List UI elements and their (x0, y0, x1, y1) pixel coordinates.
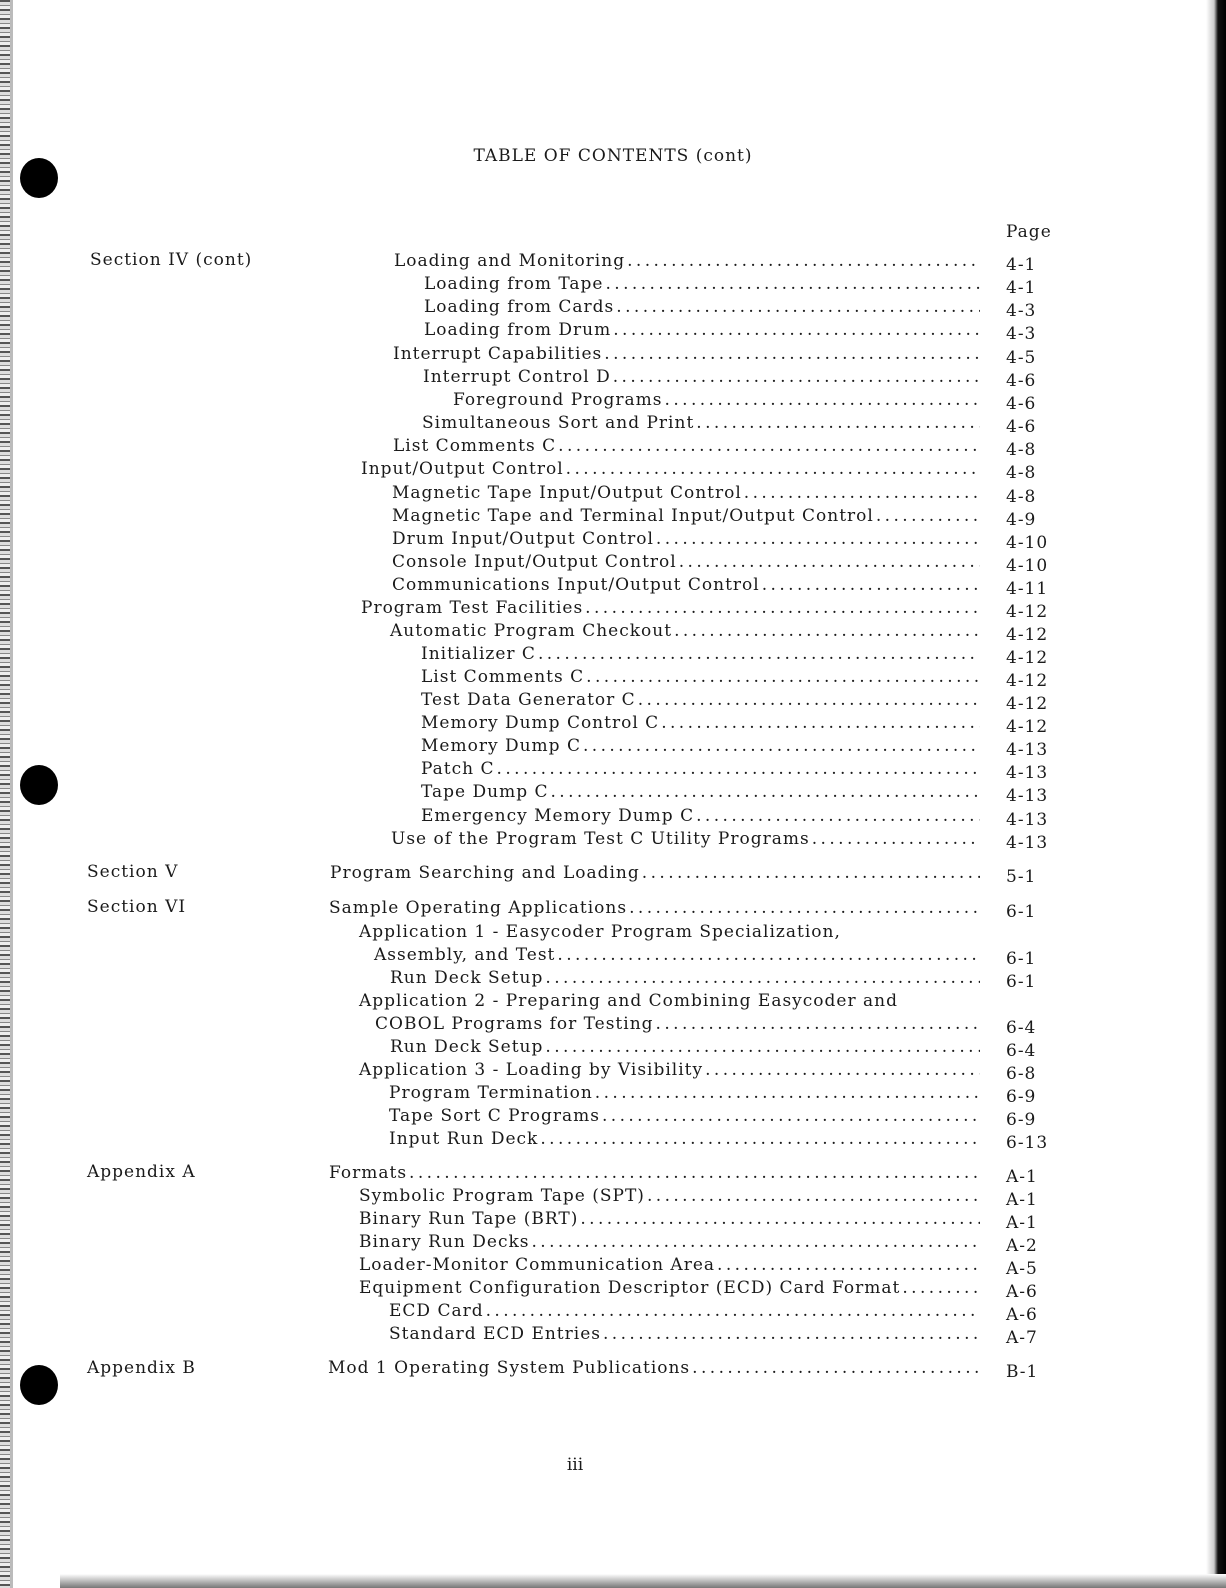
punch-hole-bottom (20, 1365, 58, 1405)
toc-entry: Interrupt Capabilities . . . (393, 344, 980, 367)
toc-page-number: A-1 (1006, 1190, 1038, 1210)
page-folio: iii (566, 1455, 584, 1475)
toc-page-number: 6-1 (1006, 902, 1037, 922)
toc-page-number: A-6 (1006, 1305, 1038, 1325)
toc-entry: Binary Run Tape (BRT) . . . (359, 1209, 980, 1232)
toc-entry: Input/Output Control . . . (361, 459, 980, 482)
toc-page-number: 4-8 (1006, 487, 1037, 507)
toc-entry: Communications Input/Output Control . . . (392, 575, 980, 598)
page-right-edge (1206, 0, 1226, 1588)
toc-entry: Symbolic Program Tape (SPT) . . . (359, 1186, 980, 1209)
section-label: Appendix B (87, 1358, 196, 1378)
toc-entry: Program Test Facilities . . . (361, 598, 980, 621)
toc-page-number: 4-3 (1006, 324, 1037, 344)
toc-page-number: 6-9 (1006, 1110, 1037, 1130)
toc-page-number: 4-12 (1006, 717, 1049, 737)
toc-page-number: 4-12 (1006, 625, 1049, 645)
toc-page-number: 4-8 (1006, 463, 1037, 483)
toc-page-number: A-1 (1006, 1167, 1038, 1187)
toc-entry: Tape Dump C . . . (421, 782, 980, 805)
toc-entry: Magnetic Tape and Terminal Input/Output Control . . . (392, 506, 980, 529)
toc-entry: Equipment Configuration Descriptor (ECD) Card Format . . . (359, 1278, 980, 1301)
toc-page-number: 4-12 (1006, 648, 1049, 668)
toc-page-number: 4-12 (1006, 694, 1049, 714)
toc-entry: Standard ECD Entries . . . (389, 1324, 980, 1347)
toc-entry: Run Deck Setup . . . (390, 1037, 980, 1060)
toc-entry: Mod 1 Operating System Publications . . . (328, 1358, 980, 1381)
toc-page-number: 5-1 (1006, 867, 1037, 887)
section-label: Appendix A (87, 1162, 196, 1182)
punch-hole-middle (20, 765, 58, 805)
toc-entry: Program Searching and Loading . . . (330, 863, 980, 886)
toc-page-number: 4-12 (1006, 671, 1049, 691)
toc-page-number: 4-9 (1006, 510, 1037, 530)
toc-entry: Simultaneous Sort and Print . . . (422, 413, 980, 436)
toc-entry: Magnetic Tape Input/Output Control . . . (392, 483, 980, 506)
binding-edge (0, 0, 10, 1588)
toc-page-number: A-2 (1006, 1236, 1038, 1256)
toc-page-number: 6-4 (1006, 1041, 1037, 1061)
toc-entry: Binary Run Decks . . . (359, 1232, 980, 1255)
toc-entry: Loading from Cards . . . (424, 297, 980, 320)
toc-entry: Drum Input/Output Control . . . (392, 529, 980, 552)
toc-entry: Emergency Memory Dump C . . . (421, 806, 980, 829)
toc-entry: Automatic Program Checkout . . . (390, 621, 980, 644)
toc-entry: List Comments C . . . (393, 436, 980, 459)
toc-entry: Foreground Programs . . . (453, 390, 980, 413)
toc-page-number: 4-1 (1006, 255, 1037, 275)
toc-entry: Input Run Deck . . . (389, 1129, 980, 1152)
toc-page-number: A-1 (1006, 1213, 1038, 1233)
toc-page-number: 4-6 (1006, 371, 1037, 391)
toc-entry: Console Input/Output Control . . . (392, 552, 980, 575)
page-title: TABLE OF CONTENTS (cont) (473, 146, 753, 166)
toc-entry: ECD Card . . . (389, 1301, 980, 1324)
toc-page-number: 4-1 (1006, 278, 1037, 298)
toc-page-number: 6-1 (1006, 972, 1037, 992)
toc-entry: Application 1 - Easycoder Program Specialization, (359, 922, 841, 942)
toc-page-number: 4-13 (1006, 740, 1049, 760)
toc-entry: Test Data Generator C . . . (421, 690, 980, 713)
toc-entry: Initializer C . . . (421, 644, 980, 667)
toc-page-number: 4-13 (1006, 833, 1049, 853)
toc-entry: COBOL Programs for Testing . . . (375, 1014, 980, 1037)
toc-page-number: 4-10 (1006, 556, 1049, 576)
toc-entry: Memory Dump C . . . (421, 736, 980, 759)
toc-entry: Loading from Drum . . . (424, 320, 980, 343)
toc-page-number: 4-13 (1006, 810, 1049, 830)
toc-page-number: 4-6 (1006, 417, 1037, 437)
page-bottom-edge (60, 1574, 1226, 1588)
toc-page-number: 6-13 (1006, 1133, 1049, 1153)
toc-page-number: B-1 (1006, 1362, 1039, 1382)
toc-entry: Loader-Monitor Communication Area . . . (359, 1255, 980, 1278)
toc-entry: Memory Dump Control C . . . (421, 713, 980, 736)
toc-entry: Application 3 - Loading by Visibility . . . (359, 1060, 980, 1083)
toc-page-number: 6-8 (1006, 1064, 1037, 1084)
toc-page-number: 4-13 (1006, 763, 1049, 783)
toc-entry: List Comments C . . . (421, 667, 980, 690)
toc-page-number: A-7 (1006, 1328, 1038, 1348)
toc-page-number: 4-5 (1006, 348, 1037, 368)
page-column-header: Page (1006, 222, 1052, 242)
section-label: Section V (87, 862, 179, 882)
toc-entry: Loading from Tape . . . (424, 274, 980, 297)
toc-entry: Assembly, and Test . . . (374, 945, 980, 968)
binding-edge-inner (10, 0, 13, 1588)
toc-page-number: 6-4 (1006, 1018, 1037, 1038)
toc-page-number: 4-10 (1006, 533, 1049, 553)
toc-page-number: 4-13 (1006, 786, 1049, 806)
toc-entry: Run Deck Setup . . . (390, 968, 980, 991)
toc-entry: Patch C . . . (421, 759, 980, 782)
toc-page-number: 4-12 (1006, 602, 1049, 622)
toc-page-number: 4-3 (1006, 301, 1037, 321)
toc-page-number: 4-11 (1006, 579, 1049, 599)
toc-page-number: 4-8 (1006, 440, 1037, 460)
toc-entry: Program Termination . . . (389, 1083, 980, 1106)
toc-page-number: A-5 (1006, 1259, 1038, 1279)
toc-page-number: 6-9 (1006, 1087, 1037, 1107)
toc-page-number: 6-1 (1006, 949, 1037, 969)
toc-entry: Interrupt Control D . . . (423, 367, 980, 390)
toc-entry: Use of the Program Test C Utility Programs . . . (391, 829, 980, 852)
toc-entry: Loading and Monitoring . . . (394, 251, 980, 274)
section-label: Section IV (cont) (90, 250, 253, 270)
toc-entry: Formats . . . (329, 1163, 980, 1186)
toc-entry: Application 2 - Preparing and Combining Easycoder and (359, 991, 898, 1011)
toc-page-number: A-6 (1006, 1282, 1038, 1302)
toc-entry: Sample Operating Applications . . . (329, 898, 980, 921)
toc-entry: Tape Sort C Programs . . . (389, 1106, 980, 1129)
toc-page-number: 4-6 (1006, 394, 1037, 414)
section-label: Section VI (87, 897, 187, 917)
